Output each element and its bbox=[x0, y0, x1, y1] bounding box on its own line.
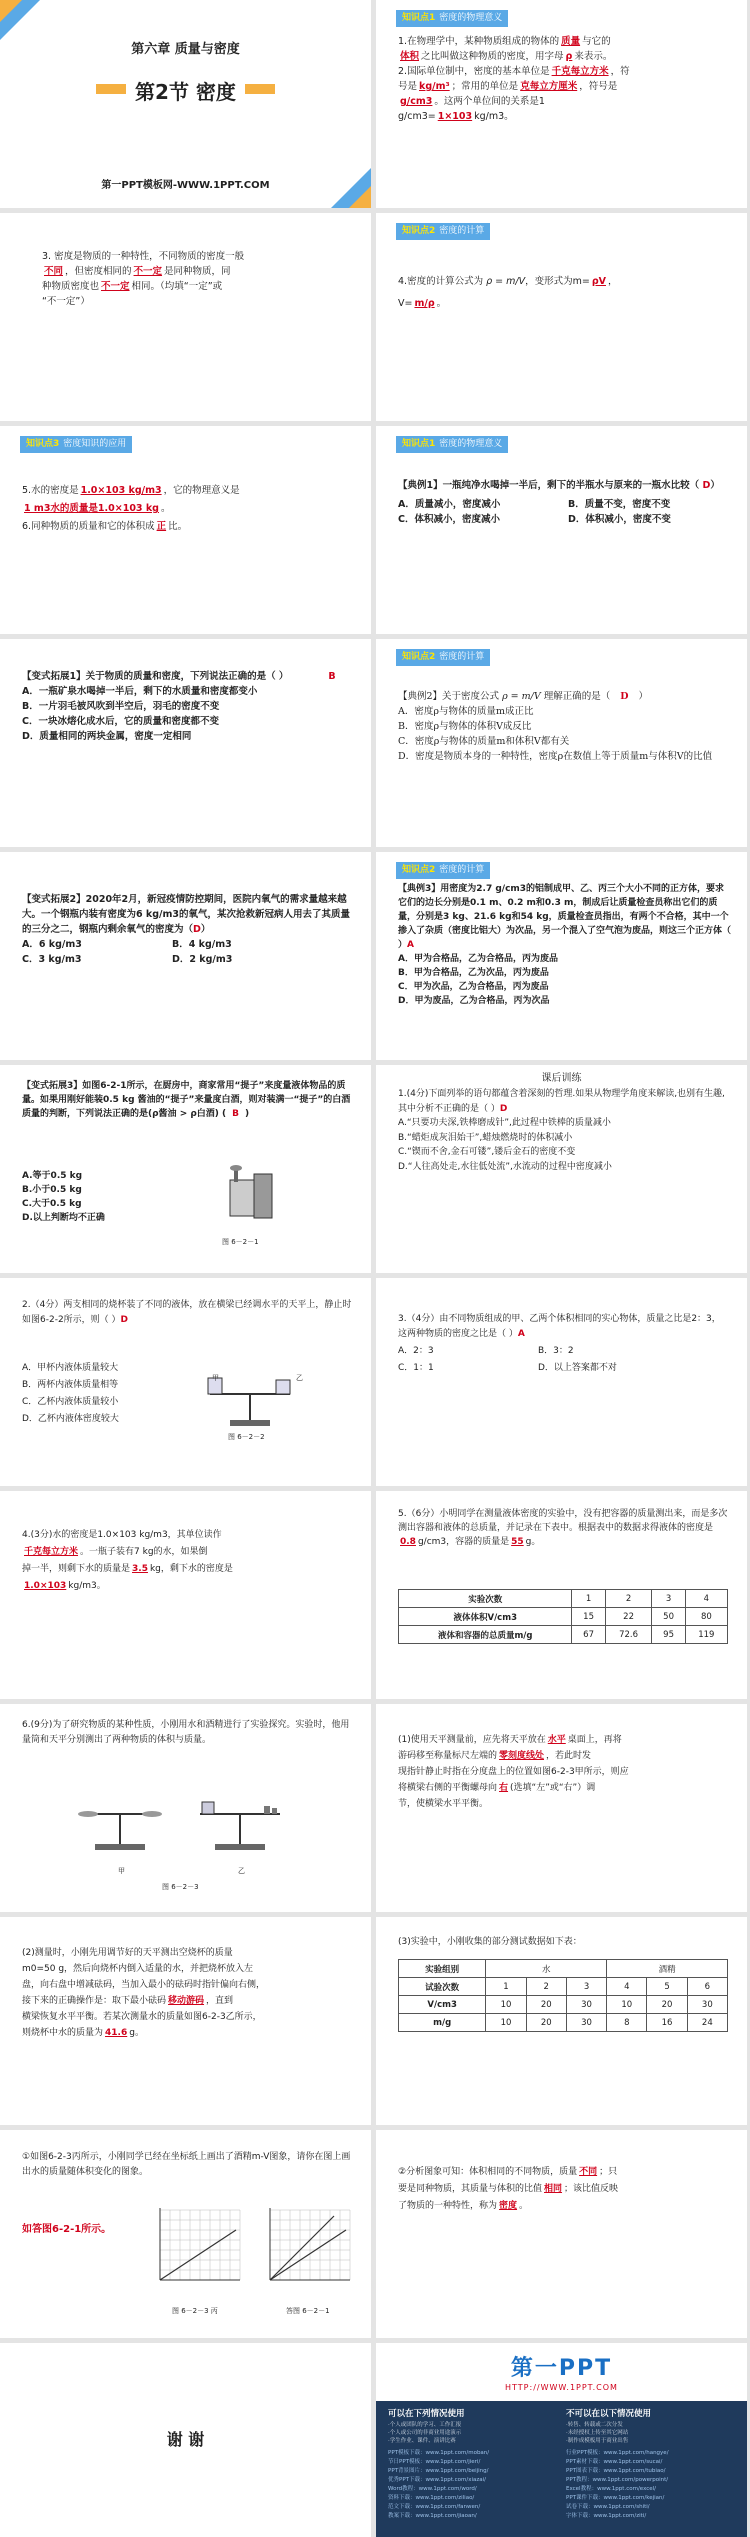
link[interactable]: 行业PPT模板：www.1ppt.com/hangye/ bbox=[566, 2450, 669, 2456]
figure-caption-2: 答图 6－2－1 bbox=[286, 2307, 330, 2315]
slide-homework-3 bbox=[376, 1278, 747, 1486]
question: 【变式拓展3】如图6-2-1所示，在厨房中，商家常用“提子”来度量液体物品的质量。如果用刚好能装0.5 kg 酱油的“提子”来量度白酒，则对装满一“提子”的白酒质量的判断，下列说法正确的是(ρ酱油 > ρ白酒) ( B ) bbox=[22, 1081, 351, 1119]
slide-homework-6-4 bbox=[0, 2130, 371, 2338]
link[interactable]: 试卷下载：www.1ppt.com/shiti/ bbox=[566, 2504, 650, 2510]
slide-license bbox=[376, 2343, 747, 2537]
slide-homework-1 bbox=[376, 1065, 747, 1273]
knowledge-tag: 知识点2 密度的计算 bbox=[396, 223, 490, 240]
knowledge-tag: 知识点2 密度的计算 bbox=[396, 649, 490, 666]
question: 1.(4分)下面列举的语句都蕴含着深刻的哲理.如果从物理学角度来解读,也别有生趣,其中分析不正确的是（ ）D A.“只要功夫深,铁棒磨成针”,此过程中铁棒的质量减小 B.“蜡炬成灰泪始干”,蜡烛燃烧时的体积减小 C.“锲而不舍,金石可镂”,镂后金石的密度不变 D.“人往高处走,水往低处流”,水流动的过程中密度减小 bbox=[398, 1089, 725, 1172]
site-text: 第一PPT模板网-WWW.1PPT.COM bbox=[101, 180, 270, 191]
slide-knowledge-2 bbox=[376, 213, 747, 421]
brand-url: HTTP://WWW.1PPT.COM bbox=[505, 2383, 618, 2392]
question: 【典例1】一瓶纯净水喝掉一半后，剩下的半瓶水与原来的一瓶水比较（ D） A．质量减小，密度减小 B．质量不变，密度不变 C．体积减小，密度减小 D．体积减小，密度不变 bbox=[398, 480, 720, 525]
homework-title: 课后训练 bbox=[541, 1073, 582, 1084]
slide-knowledge-3 bbox=[0, 426, 371, 634]
balance-figure bbox=[70, 1784, 300, 1864]
paragraph: 5.水的密度是 1.0×103 kg/m3 ，它的物理意义是 1 m3水的质量是1.0×103 kg 。 6.同种物质的质量和它的体积成 正 比。 bbox=[22, 485, 240, 532]
slide-homework-6 bbox=[0, 1704, 371, 1912]
slide-knowledge-1 bbox=[376, 0, 747, 208]
slide-homework-5 bbox=[376, 1491, 747, 1699]
link[interactable]: 节日PPT模板：www.1ppt.com/jieri/ bbox=[388, 2459, 481, 2465]
formula: ρ = m/V bbox=[486, 276, 526, 287]
link[interactable]: 教案下载：www.1ppt.com/jiaoan/ bbox=[388, 2513, 477, 2519]
table-row: 液体和容器的总质量m/g 67 72.6 95 119 bbox=[399, 1626, 728, 1644]
link[interactable]: PPT模板下载：www.1ppt.com/moban/ bbox=[388, 2450, 490, 2456]
table-header-row: 实验次数 1 2 3 4 bbox=[399, 1590, 728, 1608]
question: 【典例3】用密度为2.7 g/cm3的铝制成甲、乙、丙三个大小不同的正方体，要求它们的边长分别是0.1 m、0.2 m和0.3 m，制成后让质量检查员称出它们的质量，分别是3 kg、21.6 kg和54 kg，质量检查员指出，有两个不合格，其中一个掺入了杂质（密度比铝大）为次品，另一个混入了空气泡为废品，则这三个正方体（ ）A A．甲为合格品，乙为合格品，丙为废品 B．甲为合格品，乙为次品，丙为废品 C．甲为次品，乙为合格品，丙为废品 D．甲为废品，乙为合格品，丙为次品 bbox=[398, 884, 732, 1006]
question: 【变式拓展1】关于物质的质量和密度，下列说法正确的是（ ） B A．一瓶矿泉水喝掉一半后，剩下的水质量和密度都变小 B．一片羽毛被风吹到半空后，羽毛的密度不变 C．一块冰熔化成水后，它的质量和密度都不变 D．质量相同的两块金属，密度一定相同 bbox=[22, 671, 336, 742]
link[interactable]: PPT课件下载：www.1ppt.com/kejian/ bbox=[566, 2495, 665, 2501]
question: 3.（4分）由不同物质组成的甲、乙两个体积相同的实心物体，质量之比是2：3，这两种物质的密度之比是（ ）A A．2：3 B．3：2 C．1：1 D．以上答案都不对 bbox=[398, 1314, 721, 1373]
question: 5.（6分）小明同学在测量液体密度的实验中，没有把容器的质量测出来，而是多次测出容器和液体的总质量，并记录在下表中。根据表中的数据求得液体的密度是0.8 g/cm3，容器的质量是 55 g。 bbox=[398, 1509, 728, 1547]
ladle-figure bbox=[210, 1160, 290, 1230]
link-list-1 bbox=[388, 2449, 489, 2521]
table-row: m/g 10 20 30 8 16 24 bbox=[399, 2014, 728, 2032]
allowed-heading: 可以在下列情况使用 bbox=[388, 2409, 465, 2419]
answer-text: 如答图6-2-1所示。 bbox=[22, 2224, 112, 2235]
paragraph: 3. 密度是物质的一种特性，不同物质的密度一般 不同 ，但密度相同的 不一定 是同种物质，同 种物质密度也 不一定 相同。（均填“一定”或 “不一定”） bbox=[42, 251, 245, 307]
slide-example-3 bbox=[376, 852, 747, 1060]
slide-homework-2 bbox=[0, 1278, 371, 1486]
figure-label-a: 甲 bbox=[118, 1867, 125, 1875]
knowledge-tag: 知识点3 密度知识的应用 bbox=[20, 436, 132, 453]
question: 【变式拓展2】2020年2月，新冠疫情防控期间，医院内氧气的需求量越来越大。一个钢瓶内装有密度为6 kg/m3的氧气，某次抢救新冠病人用去了其质量的三分之二，钢瓶内剩余氧气的密度为（D） A．6 kg/m3 B．4 kg/m3 C．3 kg/m3 D．2 kg/m3 bbox=[22, 894, 351, 965]
figure-label-b: 乙 bbox=[238, 1867, 245, 1875]
figure-caption: 图 6－2－2 bbox=[228, 1433, 265, 1441]
slide-example-2 bbox=[376, 639, 747, 847]
section-title: 第2节 密度 bbox=[135, 80, 236, 104]
data-table bbox=[398, 1589, 728, 1644]
data-table bbox=[398, 1959, 728, 2032]
allowed-list: ·个人或团队的学习、工作汇报 ·个人或公司的非商业用途演示 ·学生作业、课件、演讲比赛 bbox=[388, 2422, 462, 2444]
slide-homework-6-1 bbox=[376, 1704, 747, 1912]
slide-density-property bbox=[0, 213, 371, 421]
paragraph: (1)使用天平测量前，应先将天平放在 水平 桌面上，再将 游码移至称量标尺左端的 零刻度线处 ，若此时发 现指针静止时指在分度盘上的位置如图6-2-3甲所示，则应 将横梁右侧的平衡螺母向 右 (选填“左”或“右”）调 节，使横梁水平平衡。 bbox=[398, 1735, 629, 1809]
chapter-title: 第六章 质量与密度 bbox=[131, 42, 240, 57]
slide-example-1 bbox=[376, 426, 747, 634]
disallowed-heading: 不可以在以下情况使用 bbox=[566, 2409, 652, 2419]
table-row: 试验次数 1 2 3 4 5 6 bbox=[399, 1978, 728, 1996]
license-panel bbox=[376, 2401, 747, 2537]
options: A．甲杯内液体质量较大 B．两杯内液体质量相等 C．乙杯内液体质量较小 D．乙杯内液体密度较大 bbox=[22, 1363, 119, 1424]
slide-homework-4 bbox=[0, 1491, 371, 1699]
link[interactable]: PPT素材下载：www.1ppt.com/sucai/ bbox=[566, 2459, 663, 2465]
link[interactable]: Excel教程：www.1ppt.com/excel/ bbox=[566, 2486, 657, 2492]
knowledge-tag: 知识点2 密度的计算 bbox=[396, 862, 490, 879]
slide-variant-1 bbox=[0, 639, 371, 847]
knowledge-tag: 知识点1 密度的物理意义 bbox=[396, 436, 508, 453]
link[interactable]: 资料下载：www.1ppt.com/ziliao/ bbox=[388, 2495, 475, 2501]
slide-variant-2 bbox=[0, 852, 371, 1060]
table-row: 液体体积V/cm3 15 22 50 80 bbox=[399, 1608, 728, 1626]
brand-logo: 第一PPT bbox=[510, 2356, 613, 2381]
slide-homework-6-5 bbox=[376, 2130, 747, 2338]
figure-caption: 图 6－2－1 bbox=[222, 1238, 259, 1246]
link[interactable]: 范文下载：www.1ppt.com/fanwen/ bbox=[388, 2504, 481, 2510]
question: 2.（4分）两支相同的烧杯装了不同的液体，放在横梁已经调水平的天平上，静止时如图6-2-2所示，则（ ）D bbox=[22, 1300, 352, 1325]
figure-caption-1: 图 6－2－3 丙 bbox=[172, 2307, 218, 2315]
slide-thanks bbox=[0, 2343, 371, 2537]
paragraph: 4.(3分)水的密度是1.0×103 kg/m3，其单位读作 千克每立方米 。一瓶子装有7 kg的水，如果倒 掉一半，则剩下水的质量是 3.5 kg，剩下水的密度是 1.0×103 kg/m3。 bbox=[22, 1530, 233, 1591]
link[interactable]: Word教程：www.1ppt.com/word/ bbox=[388, 2486, 477, 2492]
thanks-text: 谢 谢 bbox=[166, 2430, 205, 2449]
link[interactable]: PPT教程：www.1ppt.com/powerpoint/ bbox=[566, 2477, 669, 2483]
slide-title bbox=[0, 0, 371, 208]
figure-label-a: 甲 bbox=[212, 1374, 219, 1382]
question: 6.(9分)为了研究物质的某种性质，小刚用水和酒精进行了实验探究。实验时，他用量筒和天平分别测出了两种物质的体积与质量。 bbox=[22, 1720, 350, 1745]
paragraph: (2)测量时，小刚先用调节好的天平测出空烧杯的质量 m0=50 g，然后向烧杯内倒入适量的水，并把烧杯放入左 盘，向右盘中增减砝码，当加入最小的砝码时指针偏向右侧， 接下来的正确操作是：取下最小砝码 移动游码 ，直到 横梁恢复水平平衡。若某次测量水的质量如图6-2-3乙所示， 则烧杯中水的质量为 41.6 g。 bbox=[22, 1948, 266, 2038]
link[interactable]: PPT图表下载：www.1ppt.com/tubiao/ bbox=[566, 2468, 666, 2474]
paragraph: ②分析图象可知：体积相同的不同物质，质量 不同 ；只 要是同种物质，其质量与体积的比值 相同 ；该比值反映 了物质的一种特性，称为 密度 。 bbox=[398, 2167, 619, 2211]
slide-homework-6-2 bbox=[0, 1917, 371, 2125]
options: A.等于0.5 kg B.小于0.5 kg C.大于0.5 kg D.以上判断均不正确 bbox=[22, 1171, 105, 1223]
slide-homework-6-3 bbox=[376, 1917, 747, 2125]
table-row: V/cm3 10 20 30 10 20 30 bbox=[399, 1996, 728, 2014]
mv-graphs bbox=[150, 2200, 360, 2300]
link-list-2 bbox=[566, 2449, 669, 2521]
question: 【典例2】关于密度公式 ρ = m/V 理解正确的是（ D ） A．密度ρ与物体的质量m成正比 B．密度ρ与物体的体积V成反比 C．密度ρ与物体的质量m和体积V都有关 D．密度是物质本身的一种特性，密度ρ在数值上等于质量m与体积V的比值 bbox=[398, 691, 713, 762]
figure-label-b: 乙 bbox=[296, 1374, 303, 1382]
knowledge-tag: 知识点1 密度的物理意义 bbox=[396, 10, 508, 27]
question: (3)实验中，小刚收集的部分测试数据如下表： bbox=[398, 1937, 582, 1947]
balance-figure bbox=[190, 1372, 310, 1428]
slide-variant-3 bbox=[0, 1065, 371, 1273]
table-header-row: 实验组别 水 酒精 bbox=[399, 1960, 728, 1978]
paragraph: 1.在物理学中，某种物质组成的物体的 质量 与它的 体积 之比叫做这种物质的密度，用字母 ρ 来表示。 2.国际单位制中，密度的基本单位是 千克每立方米 ，符 号是 kg/m³ ；常用的单位是 克每立方厘米 ，符号是 g/cm3 。这两个单位间的关系是1 g/cm3= 1×103 kg/m3。 bbox=[398, 36, 630, 122]
disallowed-list: ·转售、转载或二次分发 ·未经授权上传至其它网站 ·制作成模板用于商业出售 bbox=[566, 2422, 629, 2444]
question: ①如图6-2-3丙所示，小刚同学已经在坐标纸上画出了酒精m-V图象，请你在图上画出水的质量随体积变化的图象。 bbox=[22, 2152, 351, 2177]
link[interactable]: PPT背景图片：www.1ppt.com/beijing/ bbox=[388, 2468, 489, 2474]
figure-caption: 图 6－2－3 bbox=[162, 1883, 199, 1891]
paragraph: 4.密度的计算公式为 ρ = m/V，变形式为m= ρV ， V= m/ρ 。 bbox=[398, 276, 618, 309]
link[interactable]: 字体下载：www.1ppt.com/ziti/ bbox=[566, 2513, 647, 2519]
link[interactable]: 优秀PPT下载：www.1ppt.com/xiazai/ bbox=[388, 2477, 487, 2483]
